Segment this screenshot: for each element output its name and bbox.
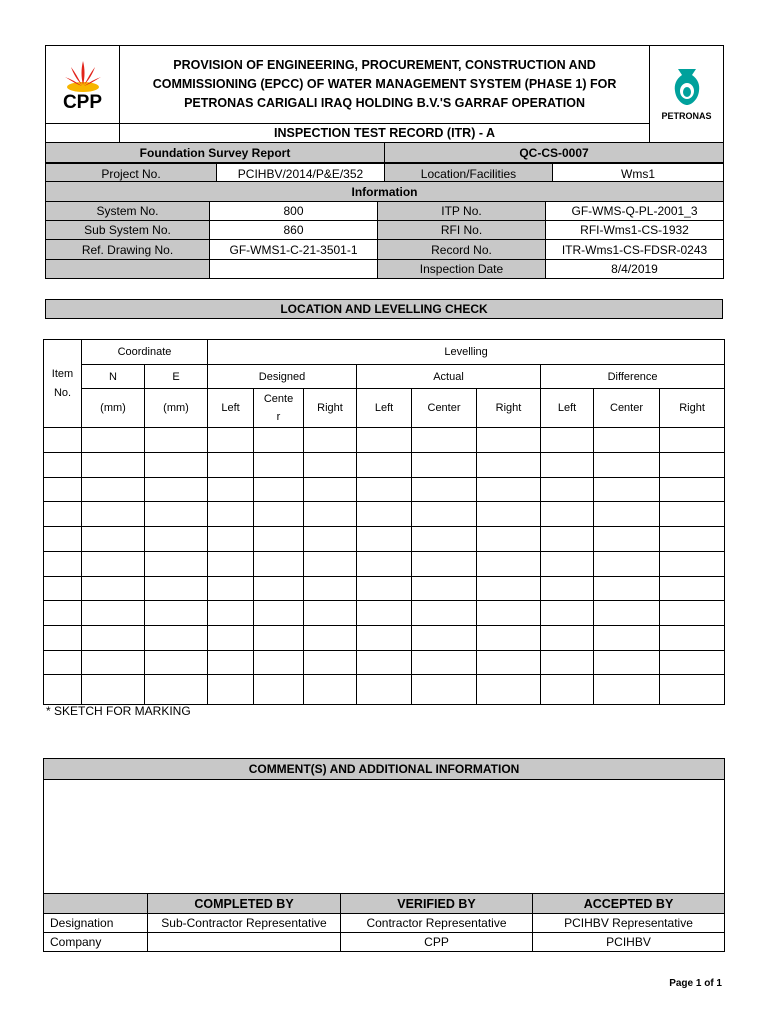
table-cell[interactable] [208,478,254,502]
table-cell[interactable] [208,527,254,552]
empty-value [210,260,378,279]
table-cell[interactable] [357,502,412,527]
table-cell[interactable] [594,478,660,502]
table-cell[interactable] [412,675,477,705]
table-cell[interactable] [660,675,725,705]
table-cell[interactable] [594,577,660,601]
designation-accepted: PCIHBV Representative [533,914,725,933]
table-cell[interactable] [304,651,357,675]
n-unit: (mm) [82,389,145,428]
table-cell[interactable] [208,651,254,675]
table-cell[interactable] [254,577,304,601]
designed-center-line-2: r [276,411,281,423]
designed-center [254,389,304,428]
item-no-line-2: No. [53,386,72,399]
logo-spacer [46,124,120,143]
n-header: N [82,365,145,389]
table-cell[interactable] [541,577,594,601]
table-cell[interactable] [254,552,304,577]
table-cell[interactable] [208,428,254,453]
completed-by-header: COMPLETED BY [148,894,341,914]
cpp-logo-text: CPP [62,91,103,113]
levelling-header: Levelling [208,340,725,365]
table-cell[interactable] [44,626,82,651]
table-cell[interactable] [357,626,412,651]
designed-right: Right [304,389,357,428]
table-cell[interactable] [208,552,254,577]
table-cell[interactable] [254,626,304,651]
table-cell[interactable] [412,601,477,626]
difference-center: Center [594,389,660,428]
comments-section [43,758,724,952]
table-cell[interactable] [541,601,594,626]
table-cell[interactable] [82,527,145,552]
difference-left: Left [541,389,594,428]
table-row [44,552,725,577]
company-accepted: PCIHBV [533,933,725,952]
accepted-by-header: ACCEPTED BY [533,894,725,914]
table-cell[interactable] [145,478,208,502]
table-cell[interactable] [660,478,725,502]
actual-left: Left [357,389,412,428]
system-no-value: 800 [210,202,378,221]
record-no-value: ITR-Wms1-CS-FDSR-0243 [546,240,724,260]
table-cell[interactable] [82,601,145,626]
table-cell[interactable] [660,577,725,601]
table-cell[interactable] [660,651,725,675]
table-cell[interactable] [145,675,208,705]
table-cell[interactable] [477,478,541,502]
information-title: Information [46,182,724,202]
table-cell[interactable] [82,453,145,478]
table-cell[interactable] [412,453,477,478]
table-cell[interactable] [541,626,594,651]
table-cell[interactable] [412,478,477,502]
table-cell[interactable] [477,651,541,675]
table-cell[interactable] [82,651,145,675]
itp-no-label: ITP No. [378,202,546,221]
table-cell[interactable] [145,527,208,552]
table-cell[interactable] [145,601,208,626]
location-value: Wms1 [553,164,724,184]
table-cell[interactable] [477,577,541,601]
petronas-logo-text: PETRONAS [661,110,712,121]
table-row [44,626,725,651]
actual-right: Right [477,389,541,428]
table-cell[interactable] [477,552,541,577]
table-cell[interactable] [44,552,82,577]
coordinate-header: Coordinate [82,340,208,365]
table-cell[interactable] [208,502,254,527]
table-cell[interactable] [254,601,304,626]
difference-right: Right [660,389,725,428]
rfi-no-value: RFI-Wms1-CS-1932 [546,221,724,240]
company-completed [148,933,341,952]
actual-header: Actual [357,365,541,389]
itp-no-value: GF-WMS-Q-PL-2001_3 [546,202,724,221]
table-cell[interactable] [254,428,304,453]
record-no-label: Record No. [378,240,546,260]
table-row [44,675,725,705]
table-cell[interactable] [145,577,208,601]
ref-drawing-value: GF-WMS1-C-21-3501-1 [210,240,378,260]
table-cell[interactable] [145,552,208,577]
table-cell[interactable] [44,502,82,527]
table-cell[interactable] [304,453,357,478]
designed-left: Left [208,389,254,428]
table-cell[interactable] [477,453,541,478]
table-cell[interactable] [541,651,594,675]
table-cell[interactable] [145,502,208,527]
e-unit: (mm) [145,389,208,428]
table-cell[interactable] [254,502,304,527]
petronas-logo-icon [670,67,704,107]
table-cell[interactable] [44,428,82,453]
company-verified: CPP [341,933,533,952]
table-cell[interactable] [594,428,660,453]
table-cell[interactable] [304,478,357,502]
table-cell[interactable] [594,552,660,577]
comments-area[interactable] [44,780,725,894]
table-cell[interactable] [541,675,594,705]
sketch-note: * SKETCH FOR MARKING [46,704,191,718]
table-cell[interactable] [357,552,412,577]
difference-header: Difference [541,365,725,389]
table-cell[interactable] [44,453,82,478]
table-cell[interactable] [541,428,594,453]
table-cell[interactable] [594,626,660,651]
table-row [44,453,725,478]
designation-label: Designation [44,914,148,933]
project-title [120,46,650,124]
table-cell[interactable] [594,527,660,552]
cpp-logo-icon [61,57,105,93]
table-cell[interactable] [412,527,477,552]
sub-system-no-value: 860 [210,221,378,240]
table-cell[interactable] [208,577,254,601]
report-name: Foundation Survey Report [46,143,385,163]
title-line-1: PROVISION OF ENGINEERING, PROCUREMENT, CONSTRUCTION AND [173,58,596,72]
designation-verified: Contractor Representative [341,914,533,933]
table-row [44,577,725,601]
table-cell[interactable] [82,577,145,601]
table-cell[interactable] [254,453,304,478]
actual-center: Center [412,389,477,428]
table-cell[interactable] [357,577,412,601]
table-cell[interactable] [82,675,145,705]
table-cell[interactable] [541,552,594,577]
table-cell[interactable] [304,527,357,552]
table-cell[interactable] [304,626,357,651]
table-cell[interactable] [477,675,541,705]
table-row [44,651,725,675]
verified-by-header: VERIFIED BY [341,894,533,914]
levelling-section-title: LOCATION AND LEVELLING CHECK [45,299,723,319]
system-no-label: System No. [46,202,210,221]
table-cell[interactable] [254,651,304,675]
table-cell[interactable] [145,651,208,675]
project-no-value: PCIHBV/2014/P&E/352 [217,164,385,184]
table-cell[interactable] [412,502,477,527]
table-cell[interactable] [477,428,541,453]
table-cell[interactable] [145,626,208,651]
table-cell[interactable] [304,577,357,601]
table-cell[interactable] [208,675,254,705]
table-cell[interactable] [477,527,541,552]
table-cell[interactable] [44,601,82,626]
table-cell[interactable] [357,478,412,502]
designation-completed: Sub-Contractor Representative [148,914,341,933]
table-cell[interactable] [304,601,357,626]
title-line-2: COMMISSIONING (EPCC) OF WATER MANAGEMENT SYSTEM (PHASE 1) FOR [152,77,617,91]
table-cell[interactable] [357,675,412,705]
title-line-3: PETRONAS CARIGALI IRAQ HOLDING B.V.'S GARRAF OPERATION [184,96,585,110]
table-cell[interactable] [82,428,145,453]
rfi-no-label: RFI No. [378,221,546,240]
itr-title: INSPECTION TEST RECORD (ITR) - A [120,124,650,143]
page-number: Page 1 of 1 [669,978,722,989]
table-cell[interactable] [357,428,412,453]
table-cell[interactable] [412,577,477,601]
levelling-table [43,339,724,705]
table-cell[interactable] [44,651,82,675]
location-label: Location/Facilities [385,164,553,184]
table-cell[interactable] [594,502,660,527]
table-cell[interactable] [660,527,725,552]
table-cell[interactable] [304,675,357,705]
table-cell[interactable] [541,527,594,552]
designed-center-line-1: Cente [263,393,294,405]
table-cell[interactable] [477,626,541,651]
table-cell[interactable] [477,502,541,527]
table-cell[interactable] [145,428,208,453]
table-row [44,502,725,527]
table-cell[interactable] [357,453,412,478]
item-no-line-1: Item [51,367,74,380]
table-cell[interactable] [594,453,660,478]
table-cell[interactable] [357,651,412,675]
item-no-header [44,340,82,428]
table-cell[interactable] [541,502,594,527]
petronas-logo-cell [650,46,724,143]
empty-label [46,260,210,279]
table-cell[interactable] [660,453,725,478]
e-header: E [145,365,208,389]
table-row [44,601,725,626]
table-cell[interactable] [660,626,725,651]
table-cell[interactable] [594,651,660,675]
table-cell[interactable] [304,552,357,577]
doc-code: QC-CS-0007 [385,143,724,163]
comments-title: COMMENT(S) AND ADDITIONAL INFORMATION [44,759,725,780]
table-cell[interactable] [412,428,477,453]
table-cell[interactable] [254,527,304,552]
table-row [44,428,725,453]
table-cell[interactable] [208,453,254,478]
table-cell[interactable] [660,428,725,453]
table-cell[interactable] [82,478,145,502]
table-cell[interactable] [44,527,82,552]
table-cell[interactable] [541,478,594,502]
table-cell[interactable] [208,601,254,626]
table-cell[interactable] [82,626,145,651]
table-cell[interactable] [44,478,82,502]
table-cell[interactable] [357,601,412,626]
table-cell[interactable] [82,552,145,577]
signoff-corner [44,894,148,914]
table-cell[interactable] [412,552,477,577]
table-row [44,478,725,502]
document-header [45,45,723,181]
table-cell[interactable] [145,453,208,478]
table-cell[interactable] [304,502,357,527]
table-cell[interactable] [412,651,477,675]
inspection-date-label: Inspection Date [378,260,546,279]
company-label: Company [44,933,148,952]
cpp-logo-cell [46,46,120,124]
table-cell[interactable] [660,601,725,626]
table-cell[interactable] [594,601,660,626]
table-cell[interactable] [412,626,477,651]
project-no-label: Project No. [46,164,217,184]
table-cell[interactable] [304,428,357,453]
table-cell[interactable] [594,675,660,705]
designed-header: Designed [208,365,357,389]
ref-drawing-label: Ref. Drawing No. [46,240,210,260]
table-cell[interactable] [660,502,725,527]
table-cell[interactable] [477,601,541,626]
table-cell[interactable] [254,478,304,502]
table-cell[interactable] [541,453,594,478]
sub-system-no-label: Sub System No. [46,221,210,240]
information-section [45,181,723,279]
table-cell[interactable] [208,626,254,651]
table-cell[interactable] [660,552,725,577]
table-cell[interactable] [44,577,82,601]
inspection-date-value: 8/4/2019 [546,260,724,279]
table-row [44,527,725,552]
table-cell[interactable] [357,527,412,552]
table-cell[interactable] [82,502,145,527]
table-cell[interactable] [44,675,82,705]
table-cell[interactable] [254,675,304,705]
